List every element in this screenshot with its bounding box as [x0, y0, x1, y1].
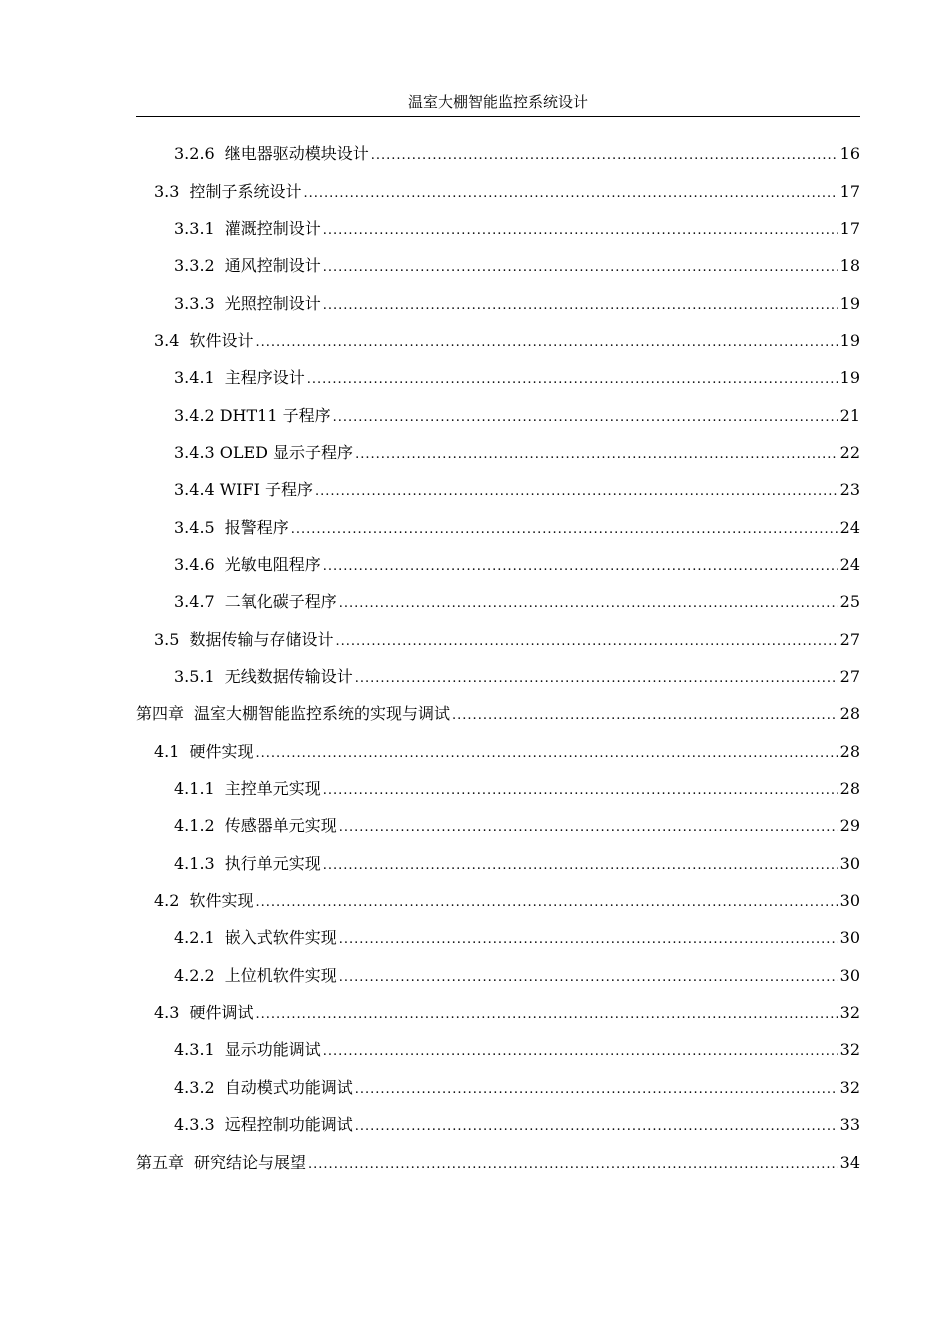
toc-entry-number: 4.3.3: [174, 1115, 215, 1134]
toc-entry-number: 4.1: [154, 742, 180, 761]
toc-entry[interactable]: [154, 738, 860, 766]
toc-entry-number: 3.5: [154, 630, 180, 649]
toc-leader-dots: [355, 665, 838, 693]
toc-entry-page: 30: [839, 891, 860, 910]
toc-entry[interactable]: [174, 514, 860, 542]
toc-entry-title: 报警程序: [224, 518, 289, 537]
toc-leader-dots: [355, 1113, 838, 1141]
toc-entry-title: 上位机软件实现: [224, 966, 337, 985]
toc-entry-page: 16: [839, 144, 860, 163]
toc-leader-dots: [255, 329, 837, 357]
toc-entry[interactable]: [154, 887, 860, 915]
toc-entry-title: WIFI 子程序: [219, 480, 313, 499]
toc-entry[interactable]: [174, 962, 860, 990]
toc-entry-number: 4.1.3: [174, 854, 215, 873]
toc-leader-dots: [323, 1038, 838, 1066]
toc-entry-title: 灌溉控制设计: [224, 219, 321, 238]
toc-entry[interactable]: [174, 663, 860, 691]
toc-entry-page: 24: [839, 518, 860, 537]
toc-entry-number: 4.2.1: [174, 928, 215, 947]
toc-entry[interactable]: [174, 252, 860, 280]
toc-entry[interactable]: [174, 439, 860, 467]
toc-entry-title: 远程控制功能调试: [224, 1115, 353, 1134]
toc-leader-dots: [339, 814, 838, 842]
toc-entry[interactable]: [174, 140, 860, 168]
toc-entry-page: 32: [839, 1078, 860, 1097]
toc-entry-number: 3.2.6: [174, 144, 215, 163]
toc-leader-dots: [255, 1001, 837, 1029]
toc-entry-page: 17: [839, 182, 860, 201]
page-header: 温室大棚智能监控系统设计: [407, 93, 588, 111]
toc-entry-title: 传感器单元实现: [224, 816, 337, 835]
toc-entry[interactable]: [154, 999, 860, 1027]
toc-entry-number: 4.3.1: [174, 1040, 215, 1059]
toc-entry-number: 4.2: [154, 891, 180, 910]
toc-entry[interactable]: [174, 924, 860, 952]
toc-entry-title: 软件实现: [189, 891, 254, 910]
toc-leader-dots: [452, 702, 838, 730]
toc-leader-dots: [335, 628, 837, 656]
toc-entry-number: 4.1.1: [174, 779, 215, 798]
toc-entry-number: 4.3: [154, 1003, 180, 1022]
toc-entry-page: 22: [839, 443, 860, 462]
toc-entry[interactable]: [174, 1111, 860, 1139]
toc-entry-page: 17: [839, 219, 860, 238]
toc-entry-number: 3.4.2: [174, 406, 215, 425]
toc-entry[interactable]: [174, 1074, 860, 1102]
toc-entry-title: DHT11 子程序: [219, 406, 331, 425]
toc-entry-page: 28: [839, 704, 860, 723]
toc-entry[interactable]: [174, 290, 860, 318]
toc-entry-title: 自动模式功能调试: [224, 1078, 353, 1097]
toc-leader-dots: [255, 740, 837, 768]
toc-entry[interactable]: [174, 476, 860, 504]
toc-entry[interactable]: [174, 812, 860, 840]
toc-entry[interactable]: [174, 775, 860, 803]
toc-leader-dots: [333, 404, 838, 432]
toc-entry-title: 无线数据传输设计: [224, 667, 353, 686]
toc-entry-page: 30: [839, 966, 860, 985]
toc-entry-number: 第四章: [136, 704, 185, 723]
toc-leader-dots: [339, 590, 838, 618]
toc-leader-dots: [303, 180, 837, 208]
toc-entry-number: 3.4: [154, 331, 180, 350]
toc-entry-title: 温室大棚智能监控系统的实现与调试: [194, 704, 451, 723]
toc-leader-dots: [323, 852, 838, 880]
toc-entry-number: 3.4.1: [174, 368, 215, 387]
toc-entry-number: 3.3.3: [174, 294, 215, 313]
toc-entry-number: 3.3: [154, 182, 180, 201]
toc-entry[interactable]: [154, 178, 860, 206]
toc-leader-dots: [291, 516, 838, 544]
toc-entry[interactable]: [174, 364, 860, 392]
toc-entry-title: 控制子系统设计: [189, 182, 302, 201]
toc-entry[interactable]: [136, 1149, 860, 1177]
toc-entry-page: 32: [839, 1040, 860, 1059]
toc-entry[interactable]: [136, 700, 860, 728]
toc-entry-page: 28: [839, 779, 860, 798]
toc-entry-title: 继电器驱动模块设计: [224, 144, 369, 163]
toc-entry-number: 4.3.2: [174, 1078, 215, 1097]
toc-entry-number: 3.4.7: [174, 592, 215, 611]
toc-entry[interactable]: [174, 402, 860, 430]
toc-leader-dots: [355, 441, 838, 469]
toc-entry-title: 二氧化碳子程序: [224, 592, 337, 611]
toc-entry-page: 32: [839, 1003, 860, 1022]
toc-entry-number: 3.5.1: [174, 667, 215, 686]
toc-entry-title: 嵌入式软件实现: [224, 928, 337, 947]
toc-entry-page: 33: [839, 1115, 860, 1134]
toc-leader-dots: [255, 889, 837, 917]
toc-entry-title: 硬件实现: [189, 742, 254, 761]
toc-entry[interactable]: [174, 850, 860, 878]
toc-entry-title: OLED 显示子程序: [219, 443, 354, 462]
toc-entry[interactable]: [154, 327, 860, 355]
toc-entry-title: 通风控制设计: [224, 256, 321, 275]
toc-leader-dots: [339, 964, 838, 992]
toc-entry-page: 34: [839, 1153, 860, 1172]
toc-entry-page: 19: [839, 294, 860, 313]
toc-entry-number: 3.4.3: [174, 443, 215, 462]
toc-entry-title: 软件设计: [189, 331, 254, 350]
toc-entry-title: 显示功能调试: [224, 1040, 321, 1059]
toc-entry[interactable]: [174, 551, 860, 579]
toc-entry-number: 3.3.2: [174, 256, 215, 275]
toc-entry-page: 27: [839, 630, 860, 649]
toc-entry[interactable]: [174, 588, 860, 616]
toc-entry-number: 4.1.2: [174, 816, 215, 835]
toc-leader-dots: [323, 292, 838, 320]
toc-entry-number: 3.4.4: [174, 480, 215, 499]
toc-entry-title: 执行单元实现: [224, 854, 321, 873]
toc-entry-page: 19: [839, 331, 860, 350]
toc-entry-page: 23: [839, 480, 860, 499]
toc-entry-title: 硬件调试: [189, 1003, 254, 1022]
toc-entry-title: 光照控制设计: [224, 294, 321, 313]
toc-leader-dots: [315, 478, 838, 506]
toc-leader-dots: [323, 217, 838, 245]
toc-entry-number: 3.4.5: [174, 518, 215, 537]
toc-leader-dots: [355, 1076, 838, 1104]
toc-entry-number: 第五章: [136, 1153, 185, 1172]
toc-entry-title: 主控单元实现: [224, 779, 321, 798]
toc-entry-page: 21: [839, 406, 860, 425]
toc-entry-page: 29: [839, 816, 860, 835]
toc-entry-number: 4.2.2: [174, 966, 215, 985]
toc-entry[interactable]: [154, 626, 860, 654]
toc-entry-title: 研究结论与展望: [194, 1153, 307, 1172]
toc-entry-page: 25: [839, 592, 860, 611]
toc-leader-dots: [371, 142, 838, 170]
toc-leader-dots: [323, 553, 838, 581]
toc-leader-dots: [339, 926, 838, 954]
toc-entry-page: 18: [839, 256, 860, 275]
toc-entry-page: 19: [839, 368, 860, 387]
toc-leader-dots: [323, 777, 838, 805]
toc-entry-page: 30: [839, 928, 860, 947]
toc-entry-page: 27: [839, 667, 860, 686]
toc-leader-dots: [308, 1151, 838, 1179]
toc-entry-title: 数据传输与存储设计: [189, 630, 334, 649]
toc-entry-number: 3.3.1: [174, 219, 215, 238]
header-rule: [136, 116, 860, 117]
toc-entry-title: 光敏电阻程序: [224, 555, 321, 574]
toc-entry[interactable]: [174, 215, 860, 243]
toc-entry-page: 30: [839, 854, 860, 873]
toc-entry-page: 28: [839, 742, 860, 761]
toc-entry[interactable]: [174, 1036, 860, 1064]
toc-leader-dots: [307, 366, 838, 394]
toc-leader-dots: [323, 254, 838, 282]
toc-entry-title: 主程序设计: [224, 368, 305, 387]
toc-entry-number: 3.4.6: [174, 555, 215, 574]
toc-entry-page: 24: [839, 555, 860, 574]
